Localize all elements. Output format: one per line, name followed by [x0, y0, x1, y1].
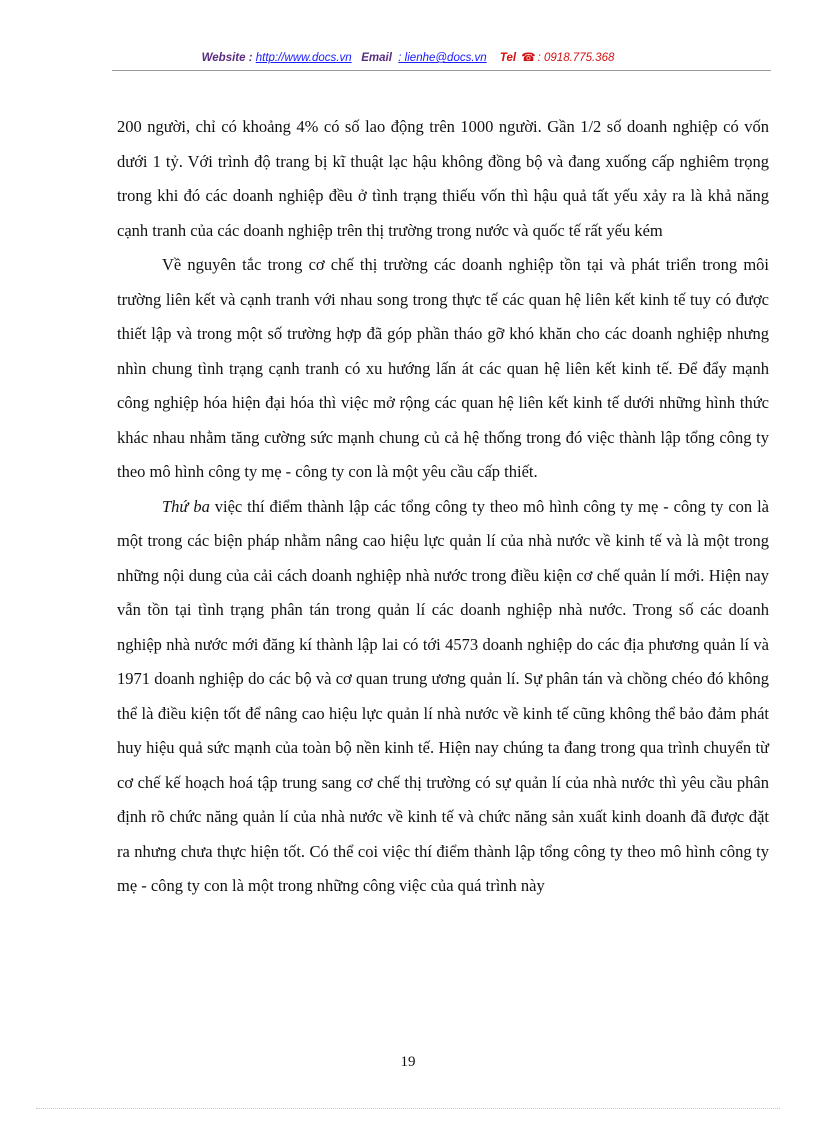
telephone-icon: ☎ [521, 52, 536, 64]
website-link[interactable]: http://www.docs.vn [255, 52, 352, 64]
document-body [117, 110, 769, 904]
page-header [0, 50, 816, 64]
header-divider [112, 70, 771, 71]
website-label: Website : [201, 52, 253, 64]
paragraph-3-lead: Thứ ba [162, 496, 210, 516]
email-label: Email [361, 52, 392, 64]
email-link[interactable]: : lienhe@docs.vn [398, 52, 487, 64]
page-number: 19 [400, 1054, 416, 1070]
paragraph-2: Về nguyên tắc trong cơ chế thị trường các doanh nghiệp tồn tại và phát triển trong môi trường liên kết và cạnh tranh với nhau song trong thực tế các quan hệ liên kết kinh tế tuy có được thiết lập và trong một số trường hợp đã góp phần tháo gỡ khó khăn cho các doanh nghiệp nhưng nhìn chung tình trạng cạnh tranh có xu hướng lấn át các quan hệ liên kết kinh tế. Để đẩy mạnh công nghiệp hóa hiện đại hóa thì việc mở rộng các quan hệ liên kết kinh tế dưới những hình thức khác nhau nhằm tăng cường sức mạnh chung củ cả hệ thống trong đó việc thành lập tổng công ty theo mô hình công ty mẹ - công ty con là một yêu cầu cấp thiết. [117, 255, 769, 481]
tel-group [500, 52, 614, 64]
phone-number: : 0918.775.368 [537, 52, 615, 64]
tel-label: Tel [499, 52, 517, 64]
paragraph-3 [117, 490, 769, 904]
footer-divider [36, 1108, 780, 1109]
paragraph-3-text: việc thí điểm thành lập các tổng công ty theo mô hình công ty mẹ - công ty con là một trong các biện pháp nhằm nâng cao hiệu lực quản lí của nhà nước về kinh tế và là một trong những nội dung của cải cách doanh nghiệp nhà nước trong điều kiện cơ chế quản lí mới. Hiện nay vẫn tồn tại tình trạng phân tán trong quản lí các doanh nghiệp nhà nước. Trong số các doanh nghiệp nhà nước mới đăng kí thành lập lai có tới 4573 doanh nghiệp do các địa phương quản lí và 1971 doanh nghiệp do các bộ và cơ quan trung ương quản lí. Sự phân tán và chồng chéo đó không thể là điều kiện tốt để nâng cao hiệu lực quản lí nhà nước về kinh tế cũng không thể bảo đảm phát huy hiệu quả sức mạnh của toàn bộ nền kinh tế. Hiện nay chúng ta đang trong qua trình chuyển từ cơ chế kế hoạch hoá tập trung sang cơ chế thị trường có sự quản lí của nhà nước thì yêu cầu phân định rõ chức năng quản lí của nhà nước về kinh tế và chức năng sản xuất kinh doanh đã được đặt ra nhưng chưa thực hiện tốt. Có thể coi việc thí điểm thành lập tổng công ty theo mô hình công ty mẹ - công ty con là một trong những công việc của quá trình này [117, 496, 769, 895]
paragraph-1: 200 người, chỉ có khoảng 4% có số lao động trên 1000 người. Gần 1/2 số doanh nghiệp có vốn dưới 1 tỷ. Với trình độ trang bị kĩ thuật lạc hậu không đồng bộ và đang xuống cấp nghiêm trọng trong khi đó các doanh nghiệp đều ở tình trạng thiếu vốn thì hậu quả tất yếu xảy ra là khả năng cạnh tranh của các doanh nghiệp trên thị trường trong nước và quốc tế rất yếu kém [117, 117, 769, 240]
